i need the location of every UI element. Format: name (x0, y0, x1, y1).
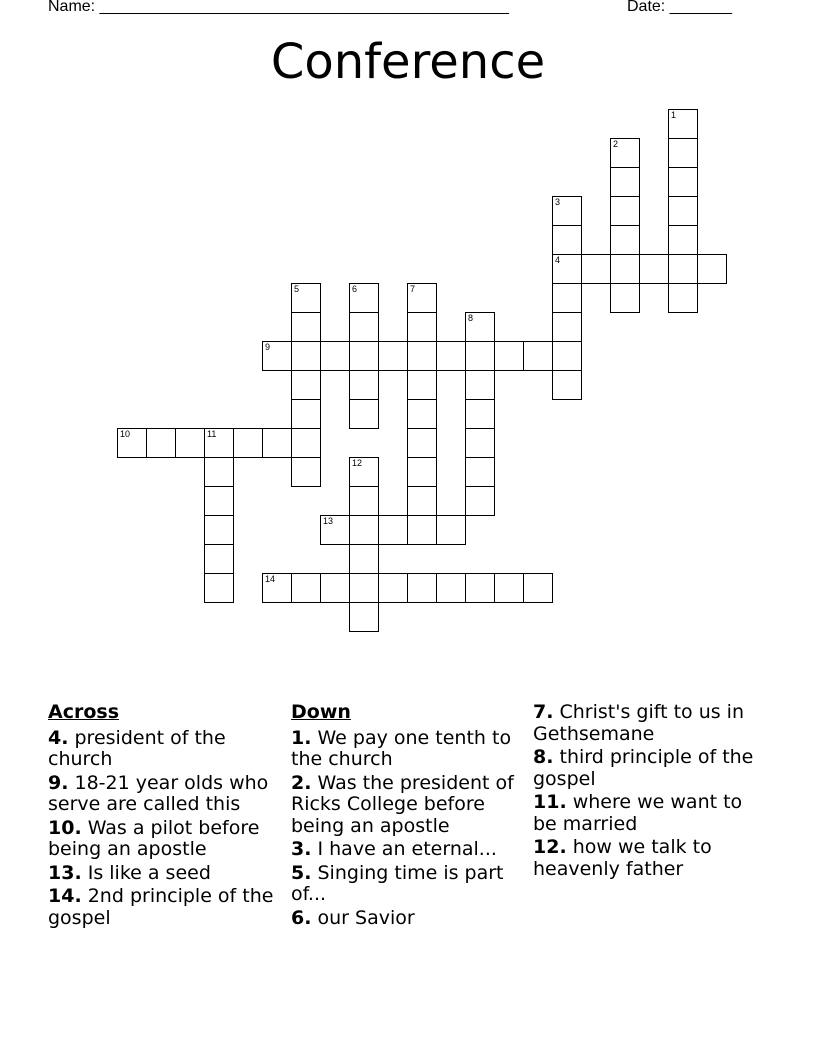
clue-number: 3. (291, 838, 312, 860)
cell-number: 6 (352, 284, 358, 294)
grid-cell[interactable] (291, 573, 321, 603)
grid-cell[interactable] (378, 573, 408, 603)
clue-text: how we talk to heavenly father (533, 836, 712, 880)
clue-text: 2nd principle of the gospel (48, 885, 274, 929)
grid-cell[interactable] (262, 341, 292, 371)
grid-cell[interactable] (668, 109, 698, 139)
cell-number: 12 (352, 458, 363, 468)
clue-text: where we want to be married (533, 791, 743, 835)
grid-cell[interactable] (291, 428, 321, 458)
grid-cell[interactable] (291, 341, 321, 371)
clue-text: Was the president of Ricks College before being an apostle (291, 771, 514, 837)
cell-number: 14 (265, 574, 276, 584)
cell-number: 1 (671, 110, 677, 120)
grid-cell[interactable] (610, 254, 640, 284)
clue-down-8 (533, 747, 765, 790)
grid-cell[interactable] (349, 544, 379, 574)
grid-cell[interactable] (291, 457, 321, 487)
clue-number: 2. (291, 771, 312, 794)
cell-number: 10 (120, 429, 131, 439)
grid-cell[interactable] (668, 167, 698, 197)
grid-cell[interactable] (407, 428, 437, 458)
grid-cell[interactable] (436, 515, 466, 545)
clue-text: 18-21 year olds who serve are called this (48, 771, 269, 815)
grid-cell[interactable] (465, 573, 495, 603)
grid-cell[interactable] (349, 573, 379, 603)
grid-cell[interactable] (552, 283, 582, 313)
page-title: Conference (270, 34, 546, 90)
grid-cell[interactable] (610, 196, 640, 226)
name-field-label: Name: ______________________________________________ (48, 0, 509, 15)
grid-cell[interactable] (349, 602, 379, 632)
grid-cell[interactable] (610, 167, 640, 197)
grid-cell[interactable] (610, 138, 640, 168)
clue-down-3 (291, 839, 523, 861)
grid-cell[interactable] (552, 312, 582, 342)
grid-cell[interactable] (697, 254, 727, 284)
cell-number: 7 (410, 284, 416, 294)
clue-number: 10. (48, 816, 82, 839)
cell-number: 3 (555, 197, 561, 207)
clue-number: 11. (533, 791, 567, 813)
clue-text: Was a pilot before being an apostle (48, 816, 260, 860)
grid-cell[interactable] (407, 370, 437, 400)
grid-cell[interactable] (407, 515, 437, 545)
grid-cell[interactable] (233, 428, 263, 458)
grid-cell[interactable] (262, 573, 292, 603)
grid-cell[interactable] (610, 225, 640, 255)
grid-cell[interactable] (204, 515, 234, 545)
grid-cell[interactable] (175, 428, 205, 458)
grid-cell[interactable] (349, 457, 379, 487)
date-field-label: Date: _______ (627, 0, 732, 15)
grid-cell[interactable] (465, 370, 495, 400)
clue-text: our Savior (317, 906, 415, 929)
grid-cell[interactable] (349, 370, 379, 400)
grid-cell[interactable] (610, 283, 640, 313)
grid-cell[interactable] (320, 515, 350, 545)
clue-across-10 (48, 818, 280, 861)
grid-cell[interactable] (349, 283, 379, 313)
clue-text: Is like a seed (87, 861, 211, 884)
clue-text: president of the church (48, 726, 226, 770)
cell-number: 2 (613, 139, 619, 149)
clue-text: third principle of the gospel (533, 746, 754, 790)
grid-cell[interactable] (407, 486, 437, 516)
clue-down-2 (291, 773, 523, 838)
grid-cell[interactable] (668, 283, 698, 313)
grid-cell[interactable] (494, 573, 524, 603)
grid-cell[interactable] (349, 312, 379, 342)
clue-number: 13. (48, 861, 82, 884)
clue-text: Singing time is part of... (291, 861, 504, 905)
clue-text: I have an eternal... (317, 838, 497, 860)
clue-down-11 (533, 792, 765, 835)
across-heading: Across (48, 701, 120, 723)
grid-cell[interactable] (523, 341, 553, 371)
cell-number: 4 (555, 255, 561, 265)
cell-number: 5 (294, 284, 300, 294)
grid-cell[interactable] (378, 515, 408, 545)
grid-cell[interactable] (552, 370, 582, 400)
cell-number: 8 (468, 313, 474, 323)
grid-cell[interactable] (581, 254, 611, 284)
grid-cell[interactable] (465, 341, 495, 371)
cell-number: 11 (207, 429, 217, 439)
grid-cell[interactable] (465, 457, 495, 487)
grid-cell[interactable] (349, 341, 379, 371)
clue-down-12 (533, 837, 765, 880)
grid-cell[interactable] (146, 428, 176, 458)
grid-cell[interactable] (320, 341, 350, 371)
grid-cell[interactable] (349, 515, 379, 545)
grid-cell[interactable] (552, 341, 582, 371)
clue-number: 5. (291, 861, 312, 884)
grid-cell[interactable] (436, 573, 466, 603)
clue-number: 8. (533, 746, 554, 768)
down-heading: Down (291, 701, 351, 723)
cell-number: 9 (265, 342, 271, 352)
grid-cell[interactable] (407, 312, 437, 342)
grid-cell[interactable] (204, 573, 234, 603)
clue-down-6 (291, 908, 523, 930)
grid-cell[interactable] (465, 428, 495, 458)
clue-number: 7. (533, 701, 554, 723)
grid-cell[interactable] (291, 283, 321, 313)
clue-across-9 (48, 773, 280, 816)
grid-cell[interactable] (668, 225, 698, 255)
grid-cell[interactable] (117, 428, 147, 458)
clue-down-7 (533, 702, 765, 745)
grid-cell[interactable] (349, 486, 379, 516)
grid-cell[interactable] (291, 370, 321, 400)
grid-cell[interactable] (320, 573, 350, 603)
grid-cell[interactable] (407, 399, 437, 429)
down-clues-continued (533, 702, 765, 882)
grid-cell[interactable] (349, 399, 379, 429)
grid-cell[interactable] (204, 486, 234, 516)
grid-cell[interactable] (407, 341, 437, 371)
grid-cell[interactable] (262, 428, 292, 458)
clue-across-14 (48, 886, 280, 929)
grid-cell[interactable] (552, 225, 582, 255)
clue-number: 12. (533, 836, 567, 858)
down-clues (291, 702, 523, 931)
clue-down-5 (291, 863, 523, 906)
grid-cell[interactable] (204, 457, 234, 487)
grid-cell[interactable] (523, 573, 553, 603)
grid-cell[interactable] (465, 399, 495, 429)
clue-across-4 (48, 728, 280, 771)
clue-text: We pay one tenth to the church (291, 726, 512, 770)
clue-number: 14. (48, 885, 82, 907)
clue-down-1 (291, 728, 523, 771)
grid-cell[interactable] (494, 341, 524, 371)
grid-cell[interactable] (465, 312, 495, 342)
grid-cell[interactable] (465, 486, 495, 516)
clue-across-13 (48, 863, 280, 885)
grid-cell[interactable] (407, 283, 437, 313)
clue-text: Christ's gift to us in Gethsemane (533, 701, 745, 745)
grid-cell[interactable] (204, 428, 234, 458)
grid-cell[interactable] (552, 196, 582, 226)
clue-number: 4. (48, 726, 69, 749)
grid-cell[interactable] (552, 254, 582, 284)
grid-cell[interactable] (436, 341, 466, 371)
across-clues (48, 702, 280, 931)
grid-cell[interactable] (668, 138, 698, 168)
grid-cell[interactable] (407, 457, 437, 487)
grid-cell[interactable] (668, 196, 698, 226)
grid-cell[interactable] (291, 399, 321, 429)
clue-number: 9. (48, 771, 69, 794)
cell-number: 13 (323, 516, 334, 526)
grid-cell[interactable] (668, 254, 698, 284)
grid-cell[interactable] (407, 573, 437, 603)
grid-cell[interactable] (639, 254, 669, 284)
clue-number: 1. (291, 726, 312, 749)
grid-cell[interactable] (291, 312, 321, 342)
grid-cell[interactable] (204, 544, 234, 574)
clue-number: 6. (291, 906, 312, 929)
grid-cell[interactable] (378, 341, 408, 371)
